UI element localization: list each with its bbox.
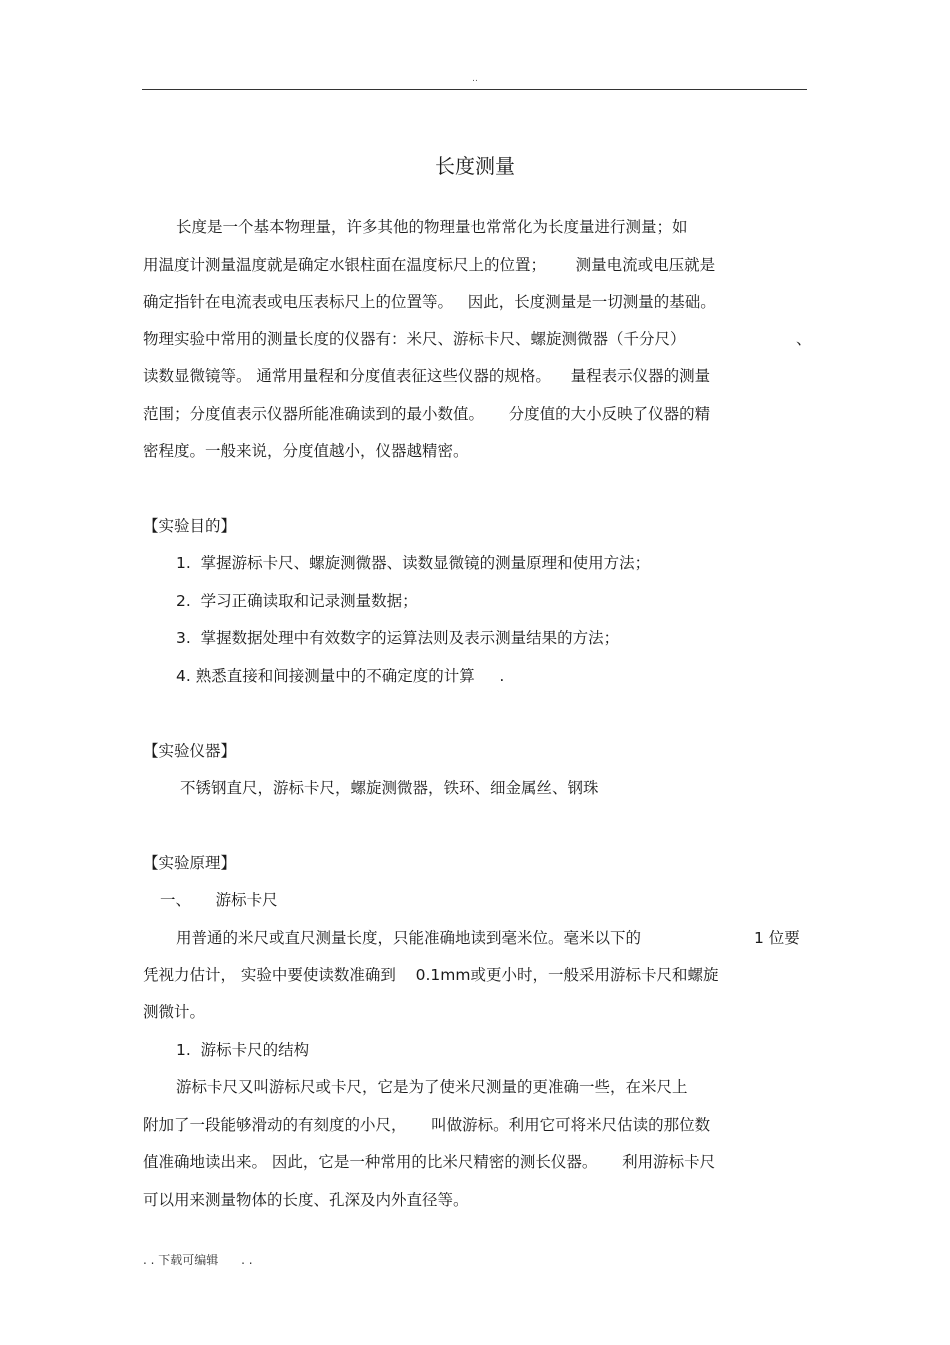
principle-para1-line-1: 用普通的米尺或直尺测量长度，只能准确地读到毫米位。毫米以下的: [176, 929, 642, 947]
purpose-item-1: 1. 掌握游标卡尺、螺旋测微器、读数显微镜的测量原理和使用方法；: [176, 554, 651, 572]
principle-heading: 【实验原理】: [143, 854, 237, 872]
principle-para1-line-3: 测微计。: [143, 1003, 206, 1021]
page-footer: . . 下载可编辑 . .: [143, 1253, 253, 1267]
purpose-heading: 【实验目的】: [143, 517, 237, 535]
instruments-heading: 【实验仪器】: [143, 742, 237, 760]
purpose-item-2: 2. 学习正确读取和记录测量数据；: [176, 592, 418, 610]
purpose-item-4: 4. 熟悉直接和间接测量中的不确定度的计算 .: [176, 667, 505, 685]
principle-subheading-1: 1. 游标卡尺的结构: [176, 1041, 310, 1059]
intro-line-1: 长度是一个基本物理量，许多其他的物理量也常常化为长度量进行测量；如: [176, 218, 688, 236]
intro-line-7: 密程度。一般来说，分度值越小，仪器越精密。: [143, 442, 469, 460]
intro-line-5: 读数显微镜等。 通常用量程和分度值表征这些仪器的规格。 量程表示仪器的测量: [143, 367, 711, 385]
header-mark: ..: [472, 74, 478, 84]
intro-line-4-tail: 、: [796, 330, 812, 348]
instruments-text: 不锈钢直尺，游标卡尺，螺旋测微器，铁环、细金属丝、钢珠: [180, 779, 599, 797]
principle-para1-line-2: 凭视力估计， 实验中要使读数准确到 0.1mm或更小时，一般采用游标卡尺和螺旋: [143, 966, 719, 984]
principle-para1-line-1-tail: 1 位要: [754, 929, 800, 947]
principle-para2-line-3: 值准确地读出来。 因此，它是一种常用的比米尺精密的测长仪器。 利用游标卡尺: [143, 1153, 716, 1171]
page-title: 长度测量: [435, 154, 515, 178]
purpose-item-3: 3. 掌握数据处理中有效数字的运算法则及表示测量结果的方法；: [176, 629, 620, 647]
intro-line-3: 确定指针在电流表或电压表标尺上的位置等。 因此，长度测量是一切测量的基础。: [143, 293, 716, 311]
intro-line-4: 物理实验中常用的测量长度的仪器有：米尺、游标卡尺、螺旋测微器（千分尺）: [143, 330, 686, 348]
principle-section-1: 一、 游标卡尺: [160, 891, 278, 909]
principle-para2-line-4: 可以用来测量物体的长度、孔深及内外直径等。: [143, 1191, 469, 1209]
intro-line-2: 用温度计测量温度就是确定水银柱面在温度标尺上的位置； 测量电流或电压就是: [143, 256, 716, 274]
header-rule: [142, 89, 807, 90]
intro-line-6: 范围；分度值表示仪器所能准确读到的最小数值。 分度值的大小反映了仪器的精: [143, 405, 711, 423]
principle-para2-line-1: 游标卡尺又叫游标尺或卡尺，它是为了使米尺测量的更准确一些，在米尺上: [176, 1078, 688, 1096]
principle-para2-line-2: 附加了一段能够滑动的有刻度的小尺， 叫做游标。利用它可将米尺估读的那位数: [143, 1116, 711, 1134]
